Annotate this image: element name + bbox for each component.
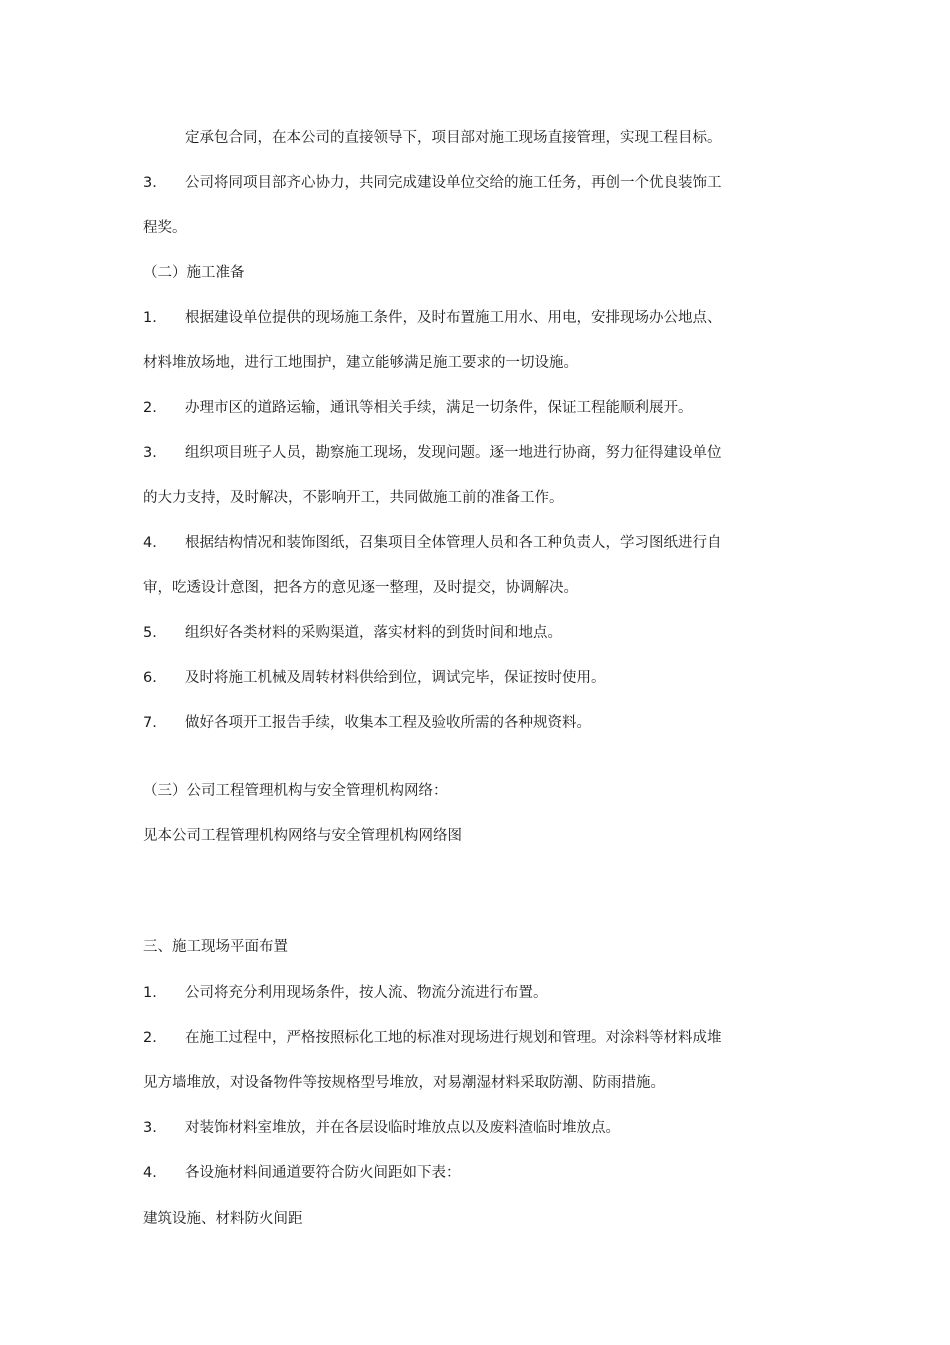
line-text: 公司将同项目部齐心协力，共同完成建设单位交给的施工任务，再创一个优良装饰工 [185,175,722,191]
list-item [143,443,722,463]
item-number: 1. [143,985,157,1001]
line-text: 及时将施工机械及周转材料供给到位，调试完毕，保证按时使用。 [185,670,606,686]
line-text: 办理市区的道路运输，通讯等相关手续，满足一切条件，保证工程能顺利展开。 [185,400,693,416]
line-text: 三、施工现场平面布置 [143,939,288,955]
item-number: 4. [143,1165,157,1181]
list-item [143,668,606,688]
line-text: 见方墙堆放，对设备物件等按规格型号堆放，对易潮湿材料采取防潮、防雨措施。 [143,1075,665,1091]
item-number: 2. [143,1030,157,1046]
list-item [143,398,693,418]
item-number: 1. [143,310,157,326]
section-heading [143,937,288,957]
line-text: 程奖。 [143,220,187,236]
section-heading [143,781,448,801]
item-number: 4. [143,535,157,551]
text-line [143,218,187,238]
line-text: 审，吃透设计意图，把各方的意见逐一整理，及时提交，协调解决。 [143,580,578,596]
list-item [143,1163,461,1183]
list-item [143,713,591,733]
list-item [143,533,722,553]
table-caption [143,1209,303,1229]
line-text: 根据建设单位提供的现场施工条件，及时布置施工用水、用电，安排现场办公地点、 [185,310,722,326]
item-number: 3. [143,175,157,191]
section-heading [143,263,245,283]
line-text: 在施工过程中，严格按照标化工地的标准对现场进行规划和管理。对涂料等材料成堆 [185,1030,722,1046]
line-text: 公司将充分利用现场条件，按人流、物流分流进行布置。 [185,985,548,1001]
line-text: 建筑设施、材料防火间距 [143,1211,303,1227]
text-line [143,128,722,148]
item-number: 5. [143,625,157,641]
line-text: 组织项目班子人员，勘察施工现场，发现问题。逐一地进行协商，努力征得建设单位 [185,445,722,461]
text-line [143,578,578,598]
list-item [143,173,722,193]
line-text: 见本公司工程管理机构网络与安全管理机构网络图 [143,828,462,844]
line-text: 组织好各类材料的采购渠道，落实材料的到货时间和地点。 [185,625,562,641]
text-line [143,488,564,508]
line-text: （二）施工准备 [143,265,245,281]
item-number: 6. [143,670,157,686]
list-item [143,983,548,1003]
item-number: 7. [143,715,157,731]
line-text: 对装饰材料室堆放，并在各层设临时堆放点以及废料渣临时堆放点。 [185,1120,620,1136]
line-text: （三）公司工程管理机构与安全管理机构网络： [143,783,448,799]
list-item [143,623,562,643]
text-line [143,1073,665,1093]
item-number: 2. [143,400,157,416]
line-text: 做好各项开工报告手续，收集本工程及验收所需的各种规资料。 [185,715,591,731]
list-item [143,1118,620,1138]
text-line [143,353,578,373]
list-item [143,308,722,328]
list-item [143,1028,722,1048]
text-line [143,826,462,846]
line-text: 根据结构情况和装饰图纸，召集项目全体管理人员和各工种负责人，学习图纸进行自 [185,535,722,551]
line-text: 的大力支持，及时解决，不影响开工，共同做施工前的准备工作。 [143,490,564,506]
item-number: 3. [143,445,157,461]
line-text: 各设施材料间通道要符合防火间距如下表： [185,1165,461,1181]
item-number: 3. [143,1120,157,1136]
line-text: 材料堆放场地，进行工地围护，建立能够满足施工要求的一切设施。 [143,355,578,371]
line-text: 定承包合同，在本公司的直接领导下，项目部对施工现场直接管理，实现工程目标。 [185,130,722,146]
